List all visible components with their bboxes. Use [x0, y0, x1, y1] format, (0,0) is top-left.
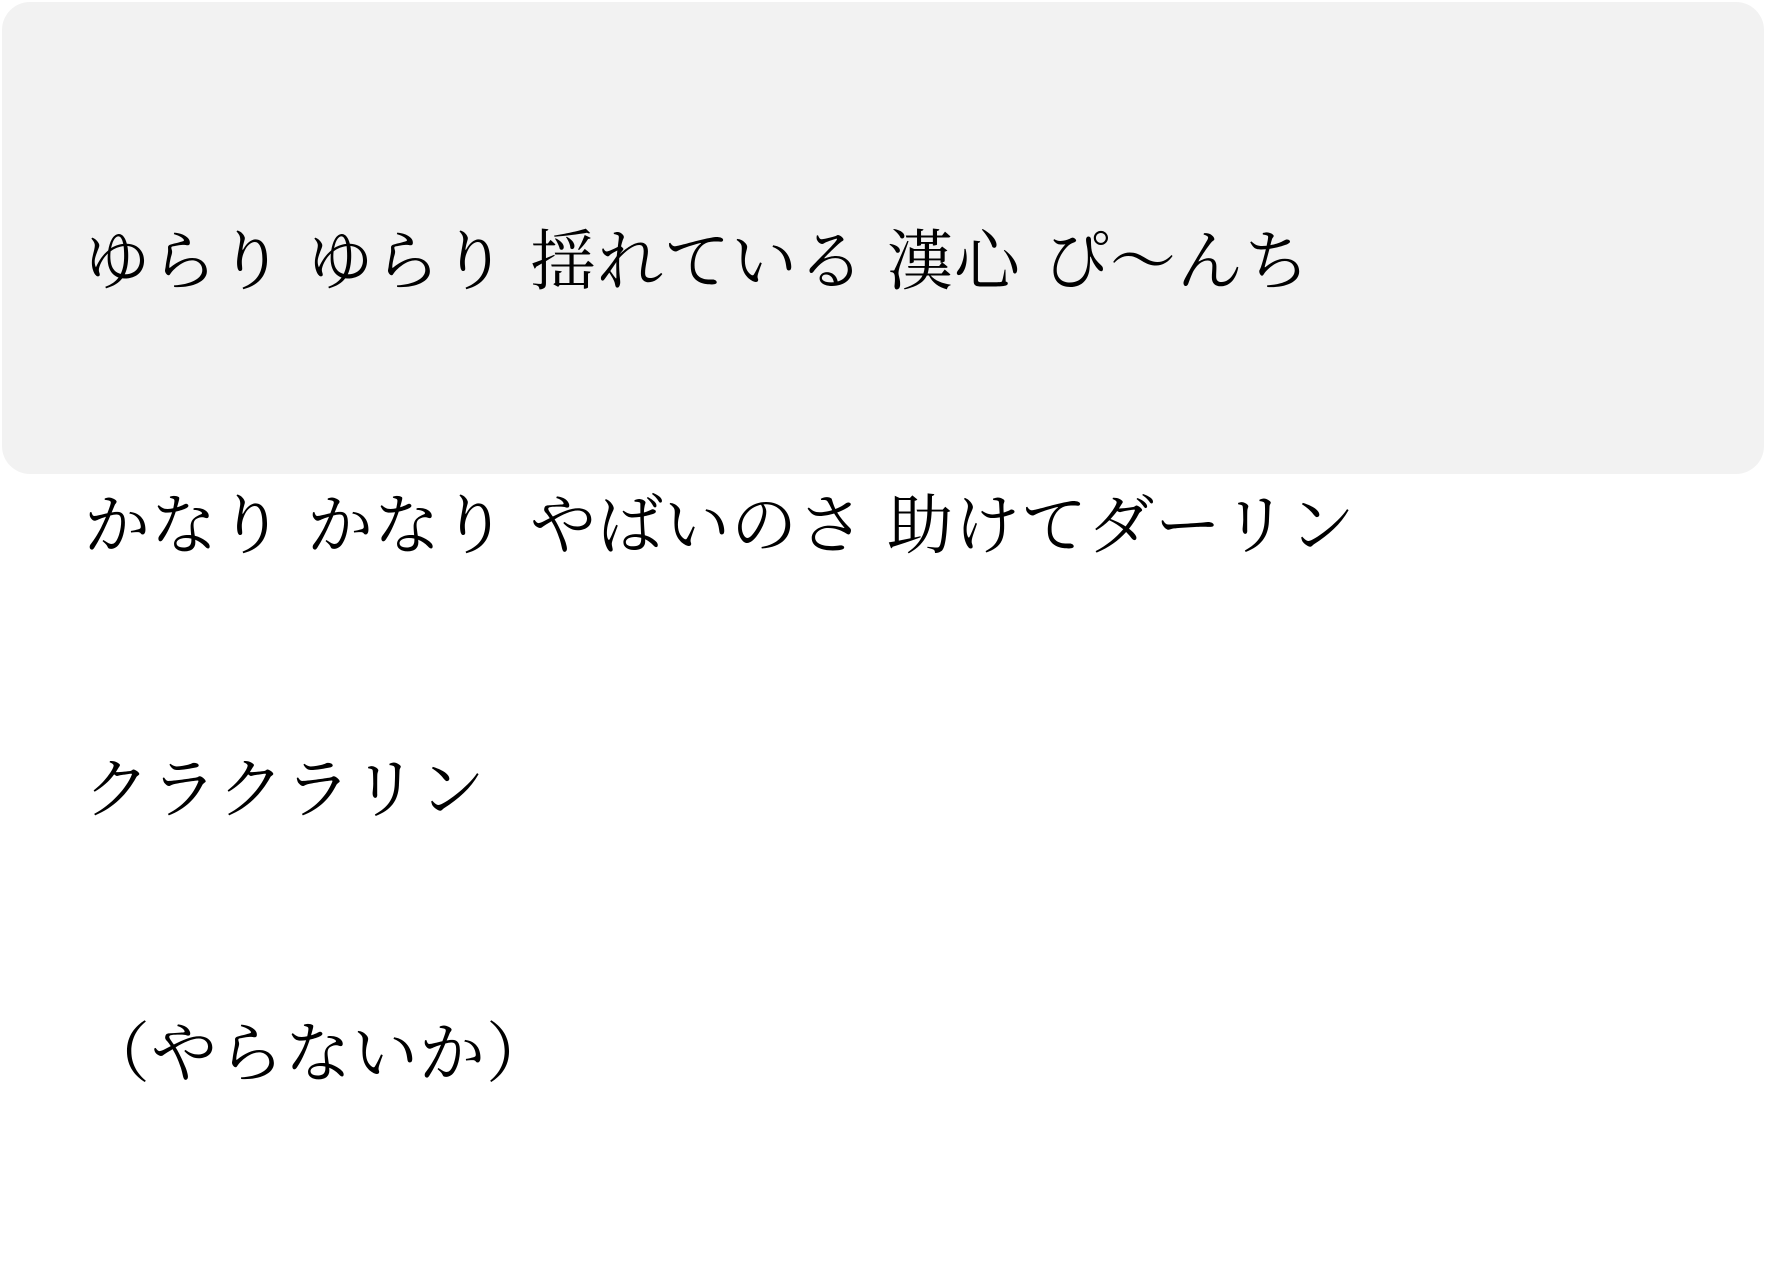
message-line-2: かなり かなり やばいのさ 助けてダーリン [84, 487, 1356, 564]
message-line-3: クラクラリン [84, 751, 486, 828]
message-line-1: ゆらり ゆらり 揺れている 漢心 ぴ〜んち [84, 223, 1311, 300]
message-line-4: （やらないか） [84, 1015, 553, 1092]
message-text [84, 42, 1356, 1274]
message-bubble [2, 2, 1764, 1092]
